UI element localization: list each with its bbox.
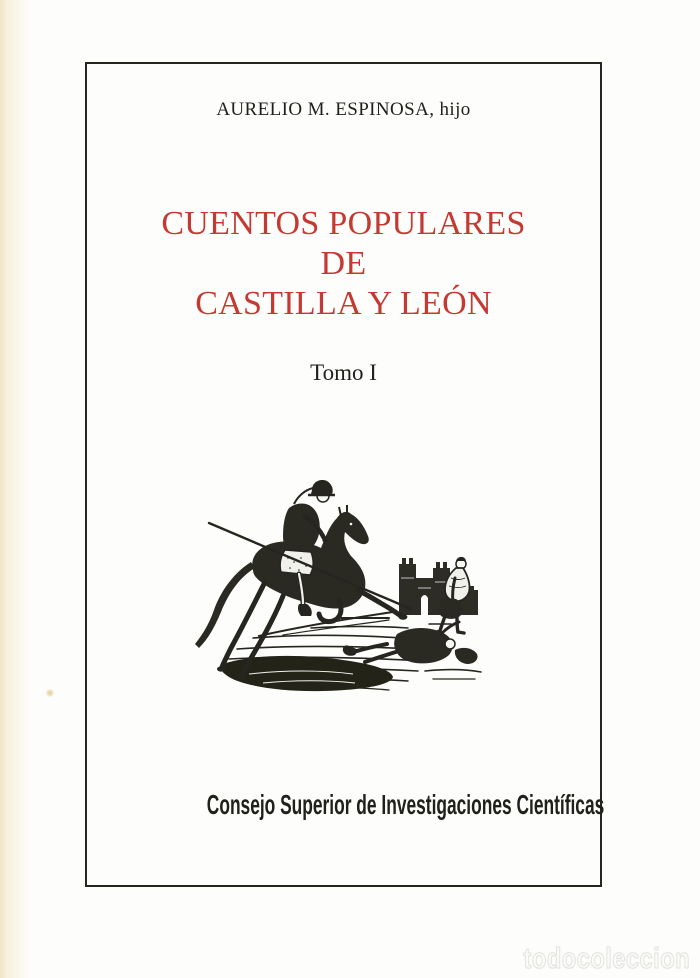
knight-engraving-illustration xyxy=(193,478,493,703)
dust-speck xyxy=(46,689,54,697)
volume-label: Tomo I xyxy=(310,360,377,385)
title-line-1: CUENTOS POPULARES xyxy=(161,205,526,242)
watermark-todocoleccion: todocoleccion xyxy=(523,943,690,975)
horse-tail xyxy=(195,562,255,648)
author-line: AURELIO M. ESPINOSA, hijo xyxy=(216,99,471,120)
publisher-line xyxy=(85,788,605,822)
rider-boot xyxy=(298,604,312,616)
publisher-text: Consejo Superior de Investigaciones Científicas xyxy=(206,789,605,820)
title-line-3: CASTILLA Y LEÓN xyxy=(195,285,492,322)
title-line-2: DE xyxy=(320,245,367,282)
rider-skirt xyxy=(280,550,313,575)
rider-helmet xyxy=(311,480,333,494)
scan-edge-strip xyxy=(0,0,34,978)
book-title xyxy=(85,204,602,324)
cover-border-frame xyxy=(85,62,605,887)
